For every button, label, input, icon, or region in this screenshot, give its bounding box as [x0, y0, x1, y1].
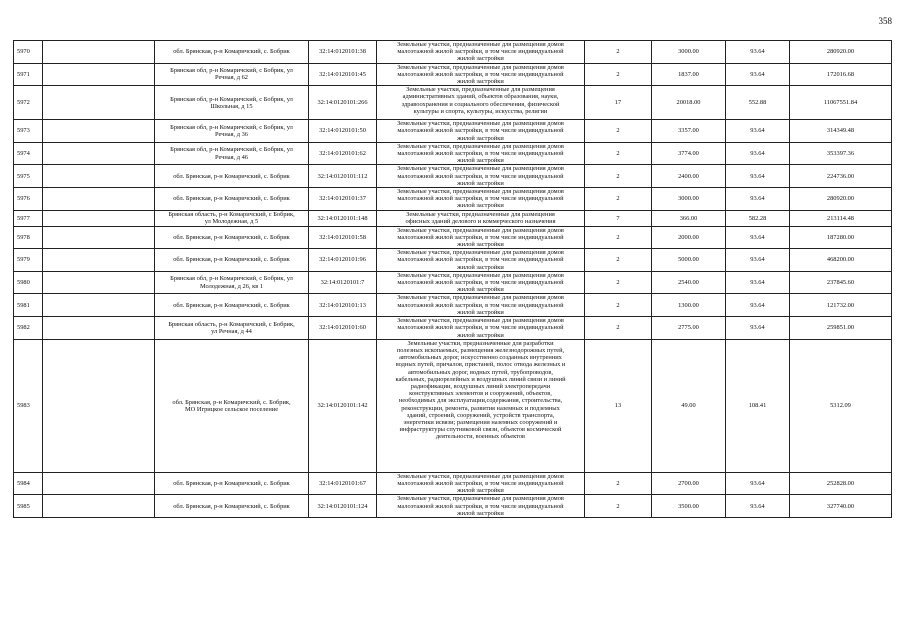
address-cell: Брянская обл, р-н Комаричский, с Бобрик, ул Школьная, д 15 [155, 86, 309, 120]
land-use-cell: Земельные участки, предназначенные для размещения домов малоэтажной жилой застройки, в том числе индивидуальной жилой застройки [377, 165, 585, 188]
specific-value-cell: 93.64 [726, 142, 790, 165]
specific-value-cell: 93.64 [726, 317, 790, 340]
address-cell: Брянская область, р-н Комаричский, с Бобрик, ул Молодежная, д 5 [155, 210, 309, 226]
area-cell: 20018.00 [652, 86, 726, 120]
specific-value-cell: 93.64 [726, 63, 790, 86]
cadastral-value-cell: 224736.00 [790, 165, 892, 188]
empty-cell [43, 63, 155, 86]
cadastral-number-cell: 32:14:0120101:45 [309, 63, 377, 86]
specific-value-cell: 93.64 [726, 188, 790, 211]
address-cell: обл. Брянская, р-н Комаричский, с. Бобрик [155, 188, 309, 211]
table-row [14, 339, 892, 472]
use-group-cell: 2 [585, 41, 652, 64]
row-number: 5982 [14, 317, 43, 340]
area-cell: 2775.00 [652, 317, 726, 340]
cadastral-value-cell: 314349.48 [790, 120, 892, 143]
cadastral-number-cell: 32:14:0120101:112 [309, 165, 377, 188]
cadastral-value-cell: 280920.00 [790, 41, 892, 64]
use-group-cell: 13 [585, 339, 652, 472]
area-cell: 366.00 [652, 210, 726, 226]
land-use-cell: Земельные участки, предназначенные для разработки полезных ископаемых, размещения железнодорожных путей, автомобильных дорог, искусственно созданных внутренних водных путей, причалов, пристаней, полос отвода железных и автомобильных дорог, водных путей, трубопроводов, кабельных, радиорелейных и воздушных линий связи и линий радиофикации, воздушных линий электропередачи конструктивных элементов и сооружений, объектов, необходимых для эксплуатации,содержания, строительства, реконструкции, ремонта, развития наземных и подземных зданий, строений, сооружений, устройств транспорта, энергетики исвязи; размещения наземных сооружений и инфраструктуры спутниковой связи, объектов космической деятельности, военных объектов [377, 339, 585, 472]
empty-cell [43, 120, 155, 143]
use-group-cell: 2 [585, 142, 652, 165]
empty-cell [43, 210, 155, 226]
land-register-table [13, 40, 892, 518]
table-row [14, 120, 892, 143]
area-cell: 1837.00 [652, 63, 726, 86]
cadastral-value-cell: 213114.48 [790, 210, 892, 226]
cadastral-value-cell: 468200.00 [790, 249, 892, 272]
table-row [14, 495, 892, 518]
use-group-cell: 2 [585, 472, 652, 495]
specific-value-cell: 108.41 [726, 339, 790, 472]
address-cell: обл. Брянская, р-н Комаричский, с. Бобрик [155, 472, 309, 495]
empty-cell [43, 317, 155, 340]
row-number: 5975 [14, 165, 43, 188]
cadastral-value-cell: 11067551.84 [790, 86, 892, 120]
page-number: 358 [878, 16, 892, 26]
land-use-cell: Земельные участки, предназначенные для размещения домов малоэтажной жилой застройки, в том числе индивидуальной жилой застройки [377, 120, 585, 143]
specific-value-cell: 93.64 [726, 226, 790, 249]
cadastral-value-cell: 353397.36 [790, 142, 892, 165]
empty-cell [43, 472, 155, 495]
empty-cell [43, 188, 155, 211]
address-cell: обл. Брянская, р-н Комаричский, с. Бобрик [155, 226, 309, 249]
row-number: 5971 [14, 63, 43, 86]
table-row [14, 86, 892, 120]
row-number: 5985 [14, 495, 43, 518]
land-use-cell: Земельные участки, предназначенные для размещения домов малоэтажной жилой застройки, в том числе индивидуальной жилой застройки [377, 271, 585, 294]
cadastral-value-cell: 121732.00 [790, 294, 892, 317]
empty-cell [43, 226, 155, 249]
land-use-cell: Земельные участки, предназначенные для размещения домов малоэтажной жилой застройки, в том числе индивидуальной жилой застройки [377, 249, 585, 272]
address-cell: обл. Брянская, р-н Комаричский, с. Бобрик [155, 41, 309, 64]
area-cell: 5000.00 [652, 249, 726, 272]
specific-value-cell: 93.64 [726, 294, 790, 317]
cadastral-value-cell: 280920.00 [790, 188, 892, 211]
cadastral-value-cell: 5312.09 [790, 339, 892, 472]
cadastral-value-cell: 187280.00 [790, 226, 892, 249]
area-cell: 3000.00 [652, 41, 726, 64]
address-cell: обл. Брянская, р-н Комаричский, с. Бобрик [155, 294, 309, 317]
use-group-cell: 2 [585, 294, 652, 317]
land-use-cell: Земельные участки, предназначенные для размещения домов малоэтажной жилой застройки, в том числе индивидуальной жилой застройки [377, 63, 585, 86]
table-row [14, 226, 892, 249]
cadastral-number-cell: 32:14:0120101:62 [309, 142, 377, 165]
use-group-cell: 2 [585, 495, 652, 518]
cadastral-number-cell: 32:14:0120101:124 [309, 495, 377, 518]
row-number: 5976 [14, 188, 43, 211]
table-row [14, 210, 892, 226]
address-cell: Брянская обл, р-н Комаричский, с Бобрик, ул Речная, д 46 [155, 142, 309, 165]
area-cell: 3774.00 [652, 142, 726, 165]
land-use-cell: Земельные участки, предназначенные для размещения домов малоэтажной жилой застройки, в том числе индивидуальной жилой застройки [377, 188, 585, 211]
table-row [14, 271, 892, 294]
use-group-cell: 2 [585, 271, 652, 294]
cadastral-number-cell: 32:14:0120101:58 [309, 226, 377, 249]
land-use-cell: Земельные участки, предназначенные для размещения домов малоэтажной жилой застройки, в том числе индивидуальной жилой застройки [377, 142, 585, 165]
table-row [14, 472, 892, 495]
use-group-cell: 7 [585, 210, 652, 226]
cadastral-number-cell: 32:14:0120101:13 [309, 294, 377, 317]
row-number: 5972 [14, 86, 43, 120]
cadastral-number-cell: 32:14:0120101:96 [309, 249, 377, 272]
table-row [14, 142, 892, 165]
empty-cell [43, 86, 155, 120]
cadastral-number-cell: 32:14:0120101:50 [309, 120, 377, 143]
use-group-cell: 2 [585, 249, 652, 272]
row-number: 5978 [14, 226, 43, 249]
land-use-cell: Земельные участки, предназначенные для размещения домов малоэтажной жилой застройки, в том числе индивидуальной жилой застройки [377, 226, 585, 249]
address-cell: обл. Брянская, р-н Комаричский, с. Бобрик, МО Игрицкое сельское поселение [155, 339, 309, 472]
row-number: 5981 [14, 294, 43, 317]
use-group-cell: 2 [585, 226, 652, 249]
row-number: 5984 [14, 472, 43, 495]
area-cell: 2400.00 [652, 165, 726, 188]
specific-value-cell: 93.64 [726, 271, 790, 294]
use-group-cell: 17 [585, 86, 652, 120]
row-number: 5974 [14, 142, 43, 165]
land-use-cell: Земельные участки, предназначенные для размещения домов малоэтажной жилой застройки, в том числе индивидуальной жилой застройки [377, 495, 585, 518]
row-number: 5977 [14, 210, 43, 226]
area-cell: 2000.00 [652, 226, 726, 249]
cadastral-number-cell: 32:14:0120101:7 [309, 271, 377, 294]
cadastral-value-cell: 237845.60 [790, 271, 892, 294]
specific-value-cell: 93.64 [726, 120, 790, 143]
area-cell: 49.00 [652, 339, 726, 472]
empty-cell [43, 271, 155, 294]
land-use-cell: Земельные участки, предназначенные для размещения домов малоэтажной жилой застройки, в том числе индивидуальной жилой застройки [377, 41, 585, 64]
area-cell: 3500.00 [652, 495, 726, 518]
specific-value-cell: 93.64 [726, 495, 790, 518]
address-cell: обл. Брянская, р-н Комаричский, с. Бобрик [155, 165, 309, 188]
address-cell: Брянская обл, р-н Комаричский, с Бобрик, ул Речная, д 62 [155, 63, 309, 86]
use-group-cell: 2 [585, 120, 652, 143]
area-cell: 3357.00 [652, 120, 726, 143]
land-use-cell: Земельные участки, предназначенные для размещения домов малоэтажной жилой застройки, в том числе индивидуальной жилой застройки [377, 317, 585, 340]
cadastral-value-cell: 172016.68 [790, 63, 892, 86]
table-row [14, 317, 892, 340]
address-cell: обл. Брянская, р-н Комаричский, с. Бобрик [155, 495, 309, 518]
specific-value-cell: 93.64 [726, 165, 790, 188]
empty-cell [43, 142, 155, 165]
use-group-cell: 2 [585, 188, 652, 211]
table-row [14, 294, 892, 317]
specific-value-cell: 552.88 [726, 86, 790, 120]
table-row [14, 63, 892, 86]
row-number: 5973 [14, 120, 43, 143]
cadastral-number-cell: 32:14:0120101:148 [309, 210, 377, 226]
cadastral-value-cell: 259851.00 [790, 317, 892, 340]
empty-cell [43, 294, 155, 317]
table-row [14, 249, 892, 272]
cadastral-number-cell: 32:14:0120101:37 [309, 188, 377, 211]
specific-value-cell: 582.28 [726, 210, 790, 226]
cadastral-number-cell: 32:14:0120101:38 [309, 41, 377, 64]
cadastral-value-cell: 327740.00 [790, 495, 892, 518]
row-number: 5980 [14, 271, 43, 294]
area-cell: 3000.00 [652, 188, 726, 211]
empty-cell [43, 339, 155, 472]
table-row [14, 165, 892, 188]
row-number: 5979 [14, 249, 43, 272]
cadastral-number-cell: 32:14:0120101:60 [309, 317, 377, 340]
land-use-cell: Земельные участки, предназначенные для размещения административных зданий, объектов образования, науки, здравоохранения и социального обеспечения, физической культуры и спорта, культуры, искусства, религии [377, 86, 585, 120]
table-row [14, 188, 892, 211]
address-cell: Брянская обл, р-н Комаричский, с Бобрик, ул Речная, д 36 [155, 120, 309, 143]
empty-cell [43, 41, 155, 64]
land-use-cell: Земельные участки, предназначенные для размещения офисных зданий делового и коммерческого назначения [377, 210, 585, 226]
specific-value-cell: 93.64 [726, 41, 790, 64]
land-use-cell: Земельные участки, предназначенные для размещения домов малоэтажной жилой застройки, в том числе индивидуальной жилой застройки [377, 472, 585, 495]
empty-cell [43, 249, 155, 272]
use-group-cell: 2 [585, 317, 652, 340]
empty-cell [43, 495, 155, 518]
address-cell: обл. Брянская, р-н Комаричский, с. Бобрик [155, 249, 309, 272]
land-use-cell: Земельные участки, предназначенные для размещения домов малоэтажной жилой застройки, в том числе индивидуальной жилой застройки [377, 294, 585, 317]
cadastral-value-cell: 252828.00 [790, 472, 892, 495]
use-group-cell: 2 [585, 63, 652, 86]
specific-value-cell: 93.64 [726, 249, 790, 272]
area-cell: 1300.00 [652, 294, 726, 317]
cadastral-number-cell: 32:14:0120101:67 [309, 472, 377, 495]
row-number: 5970 [14, 41, 43, 64]
use-group-cell: 2 [585, 165, 652, 188]
specific-value-cell: 93.64 [726, 472, 790, 495]
table-row [14, 41, 892, 64]
address-cell: Брянская область, р-н Комаричский, с Бобрик, ул Речная, д 44 [155, 317, 309, 340]
cadastral-number-cell: 32:14:0120101:142 [309, 339, 377, 472]
empty-cell [43, 165, 155, 188]
cadastral-number-cell: 32:14:0120101:266 [309, 86, 377, 120]
address-cell: Брянская обл, р-н Комаричский, с Бобрик, ул Молодежная, д 26, кв 1 [155, 271, 309, 294]
area-cell: 2540.00 [652, 271, 726, 294]
area-cell: 2700.00 [652, 472, 726, 495]
row-number: 5983 [14, 339, 43, 472]
